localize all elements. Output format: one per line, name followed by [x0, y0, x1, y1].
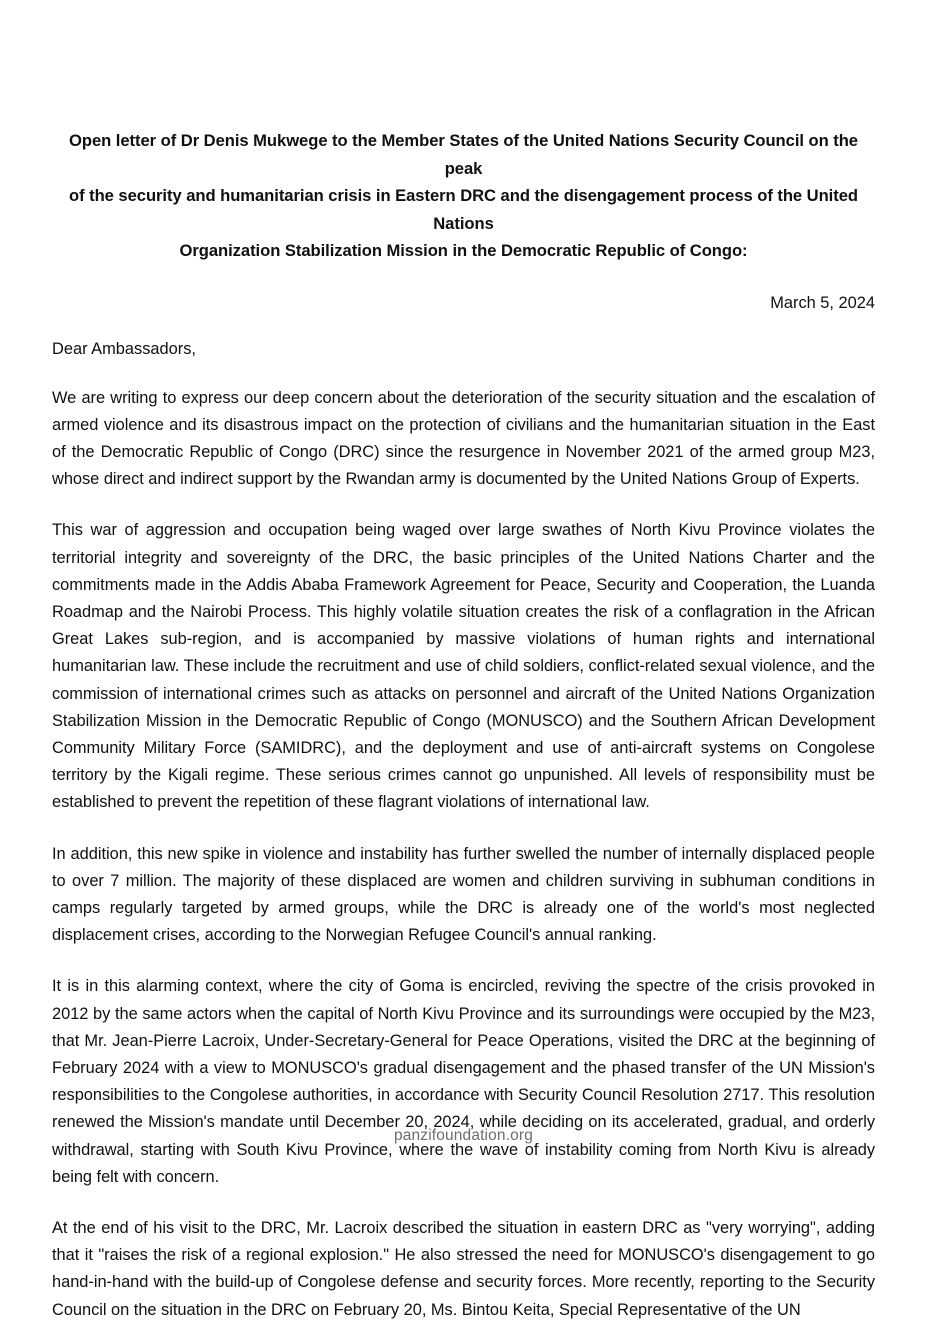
page-title-line-2: of the security and humanitarian crisis in Eastern DRC and the disengagement process of the United Nations [68, 186, 858, 233]
letter-paragraph-4: It is in this alarming context, where the city of Goma is encircled, reviving the spectre of the crisis provoked in 2012 by the same actors when the capital of North Kivu Province and its surroundings were occupied by the M23, that Mr. Jean-Pierre Lacroix, Under-Secretary-General for Peace Operations, visited the DRC at the beginning of February 2024 with a view to MONUSCO's gradual disengagement and the phased transfer of the UN Mission's responsibilities to the Congolese authorities, in accordance with Security Council Resolution 2717. This resolution renewed the Mission's mandate until December 20, 2024, while deciding on its accelerated, gradual, and orderly withdrawal, starting with South Kivu Province, where the wave of instability coming from North Kivu is already being felt with concern. [52, 977, 875, 1186]
letter-paragraph-2: This war of aggression and occupation being waged over large swathes of North Kivu Province violates the territorial integrity and sovereignty of the DRC, the basic principles of the United Nations Charter and the commitments made in the Addis Ababa Framework Agreement for Peace, Security and Cooperation, the Luanda Roadmap and the Nairobi Process. This highly volatile situation creates the risk of a conflagration in the African Great Lakes sub-region, and is accompanied by massive violations of human rights and international humanitarian law. These include the recruitment and use of child soldiers, conflict-related sexual violence, and the commission of international crimes such as attacks on personnel and aircraft of the United Nations Organization Stabilization Mission in the Democratic Republic of Congo (MONUSCO) and the Southern African Development Community Military Force (SAMIDRC), and the deployment and use of anti-aircraft systems on Congolese territory by the Kigali regime. These serious crimes cannot go unpunished. All levels of responsibility must be established to prevent the repetition of these flagrant violations of international law. [52, 521, 875, 812]
letter-salutation: Dear Ambassadors, [52, 339, 196, 358]
letter-paragraph-5: At the end of his visit to the DRC, Mr. Lacroix described the situation in eastern DRC as "very worrying", adding that it "raises the risk of a regional explosion." He also stressed the need for MONUSCO's disengagement to go hand-in-hand with the build-up of Congolese defense and security forces. More recently, reporting to the Security Council on the situation in the DRC on February 20, Ms. Bintou Keita, Special Representative of the UN [52, 1218, 875, 1319]
page-title-line-3: Organization Stabilization Mission in the Democratic Republic of Congo: [179, 241, 748, 260]
letter-date: March 5, 2024 [770, 293, 875, 312]
page-title-line-1: Open letter of Dr Denis Mukwege to the Member States of the United Nations Security Council on the peak [69, 131, 858, 178]
letter-paragraph-1: We are writing to express our deep concern about the deterioration of the security situation and the escalation of armed violence and its disastrous impact on the protection of civilians and the humanitarian situation in the East of the Democratic Republic of Congo (DRC) since the resurgence in November 2021 of the armed group M23, whose direct and indirect support by the Rwandan army is documented by the United Nations Group of Experts. [52, 388, 875, 489]
page-title [52, 0, 875, 265]
page-footer: panzifoundation.org [393, 1127, 533, 1144]
letter-paragraph-3: In addition, this new spike in violence and instability has further swelled the number of internally displaced people to over 7 million. The majority of these displaced are women and children surviving in subhuman conditions in camps regularly targeted by armed groups, while the DRC is already one of the world's most neglected displacement crises, according to the Norwegian Refugee Council's annual ranking. [52, 844, 875, 945]
